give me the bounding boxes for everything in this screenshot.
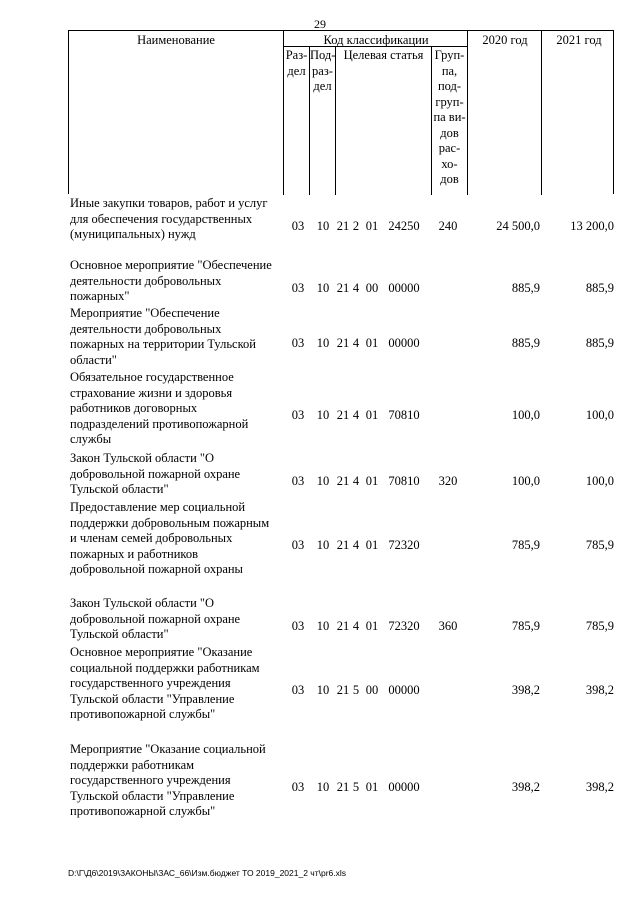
cell-target-2: 5 xyxy=(352,683,360,697)
row-name: Иные закупки товаров, работ и услуг для обеспечения государственных (муниципальных) нужд xyxy=(70,196,268,241)
table-row xyxy=(68,645,614,723)
table-row xyxy=(68,306,614,368)
cell-target-4: 72320 xyxy=(388,538,420,552)
row-name: Основное мероприятие "Оказание социальной поддержки работникам государственного учреждения Тульской области "Управление противопожарной службы" xyxy=(70,645,260,721)
cell-target-2: 4 xyxy=(352,618,360,633)
cell-target-4: 00000 xyxy=(388,683,420,697)
cell-2020: 24 500,0 xyxy=(496,218,540,233)
cell-razdel: 03 xyxy=(291,538,305,552)
cell-2020: 785,9 xyxy=(511,618,540,633)
cell-podrazdel: 10 xyxy=(316,408,330,422)
cell-razdel: 03 xyxy=(291,408,305,422)
cell-2021: 785,9 xyxy=(585,618,614,633)
cell-target-3: 01 xyxy=(365,780,379,794)
table-row xyxy=(68,500,614,578)
cell-target-1: 21 xyxy=(336,780,350,794)
header-podrazdel: Под- раз- дел xyxy=(310,48,336,93)
cell-2020: 785,9 xyxy=(511,538,540,552)
cell-target-1: 21 xyxy=(336,538,350,552)
cell-target-2: 4 xyxy=(352,408,360,422)
cell-target-1: 21 xyxy=(336,408,350,422)
table-header xyxy=(68,30,614,194)
cell-podrazdel: 10 xyxy=(316,336,330,351)
cell-podrazdel: 10 xyxy=(316,538,330,552)
cell-target-1: 21 xyxy=(336,336,350,351)
cell-2021: 785,9 xyxy=(585,538,614,552)
cell-2020: 398,2 xyxy=(511,683,540,697)
header-code: Код классификации xyxy=(323,33,429,47)
header-group: Груп- па, под- груп- па ви- дов рас- хо- дов xyxy=(433,48,466,186)
cell-razdel: 03 xyxy=(291,780,305,794)
cell-target-4: 00000 xyxy=(388,280,420,295)
cell-target-4: 70810 xyxy=(388,473,420,488)
cell-razdel: 03 xyxy=(291,336,305,351)
cell-podrazdel: 10 xyxy=(316,780,330,794)
cell-2021: 100,0 xyxy=(585,473,614,488)
cell-target-3: 01 xyxy=(365,538,379,552)
cell-target-3: 01 xyxy=(365,408,379,422)
cell-2020: 885,9 xyxy=(511,280,540,295)
cell-podrazdel: 10 xyxy=(316,473,330,488)
cell-2021: 100,0 xyxy=(585,408,614,422)
cell-group: 240 xyxy=(438,218,458,233)
cell-podrazdel: 10 xyxy=(316,218,330,233)
table-row xyxy=(68,258,614,305)
table-row xyxy=(68,370,614,448)
cell-podrazdel: 10 xyxy=(316,280,330,295)
cell-2020: 885,9 xyxy=(511,336,540,351)
cell-target-2: 2 xyxy=(352,218,360,233)
cell-target-4: 72320 xyxy=(388,618,420,633)
cell-razdel: 03 xyxy=(291,683,305,697)
row-name: Основное мероприятие "Обеспечение деятельности добровольных пожарных" xyxy=(70,258,272,303)
row-name: Предоставление мер социальной поддержки добровольным пожарным и членам семей добровольных пожарных и работников добровольной пожарной охраны xyxy=(70,500,270,576)
row-name: Мероприятие "Оказание социальной поддержки работникам государственного учреждения Тульской области "Управление противопожарной службы" xyxy=(70,742,266,818)
cell-2020: 100,0 xyxy=(511,473,540,488)
cell-target-1: 21 xyxy=(336,280,350,295)
cell-target-2: 4 xyxy=(352,538,360,552)
header-year-2020: 2020 год xyxy=(482,33,528,47)
cell-target-3: 01 xyxy=(365,618,379,633)
cell-target-3: 01 xyxy=(365,218,379,233)
cell-target-3: 01 xyxy=(365,336,379,351)
cell-2021: 885,9 xyxy=(585,280,614,295)
cell-target-2: 4 xyxy=(352,336,360,351)
cell-razdel: 03 xyxy=(291,218,305,233)
cell-razdel: 03 xyxy=(291,618,305,633)
cell-target-3: 00 xyxy=(365,280,379,295)
cell-target-1: 21 xyxy=(336,618,350,633)
cell-target-1: 21 xyxy=(336,473,350,488)
cell-target-3: 00 xyxy=(365,683,379,697)
header-year-2021: 2021 год xyxy=(556,33,602,47)
cell-target-4: 00000 xyxy=(388,780,420,794)
cell-razdel: 03 xyxy=(291,280,305,295)
header-name: Наименование xyxy=(137,33,215,47)
cell-target-2: 4 xyxy=(352,473,360,488)
page-number: 29 xyxy=(314,17,326,31)
cell-2021: 13 200,0 xyxy=(570,218,614,233)
cell-2020: 100,0 xyxy=(511,408,540,422)
cell-target-2: 5 xyxy=(352,780,360,794)
header-target: Целевая статья xyxy=(343,48,424,62)
cell-target-3: 01 xyxy=(365,473,379,488)
cell-2021: 885,9 xyxy=(585,336,614,351)
cell-target-4: 00000 xyxy=(388,336,420,351)
table-row xyxy=(68,596,614,643)
cell-podrazdel: 10 xyxy=(316,683,330,697)
cell-2021: 398,2 xyxy=(585,780,614,794)
row-name: Закон Тульской области "О добровольной пожарной охране Тульской области" xyxy=(70,451,241,496)
cell-target-1: 21 xyxy=(336,683,350,697)
table-row xyxy=(68,196,614,243)
cell-group: 320 xyxy=(438,473,458,488)
row-name: Мероприятие "Обеспечение деятельности добровольных пожарных на территории Тульской области" xyxy=(70,306,256,367)
header-razdel: Раз- дел xyxy=(285,48,308,78)
cell-group: 360 xyxy=(438,618,458,633)
cell-2021: 398,2 xyxy=(585,683,614,697)
table-row xyxy=(68,742,614,820)
cell-2020: 398,2 xyxy=(511,780,540,794)
row-name: Закон Тульской области "О добровольной пожарной охране Тульской области" xyxy=(70,596,241,641)
cell-target-4: 24250 xyxy=(388,218,420,233)
cell-target-2: 4 xyxy=(352,280,360,295)
cell-razdel: 03 xyxy=(291,473,305,488)
row-name: Обязательное государственное страхование жизни и здоровья работников договорных подразделений противопожарной службы xyxy=(70,370,249,446)
cell-podrazdel: 10 xyxy=(316,618,330,633)
cell-target-1: 21 xyxy=(336,218,350,233)
cell-target-4: 70810 xyxy=(388,408,420,422)
file-path-footer: D:\Г\Д6\2019\ЗАКОНЫ\ЗАС_66\Изм.бюджет ТО 2019_2021_2 чт\pr6.xls xyxy=(68,868,347,878)
table-row xyxy=(68,451,614,498)
